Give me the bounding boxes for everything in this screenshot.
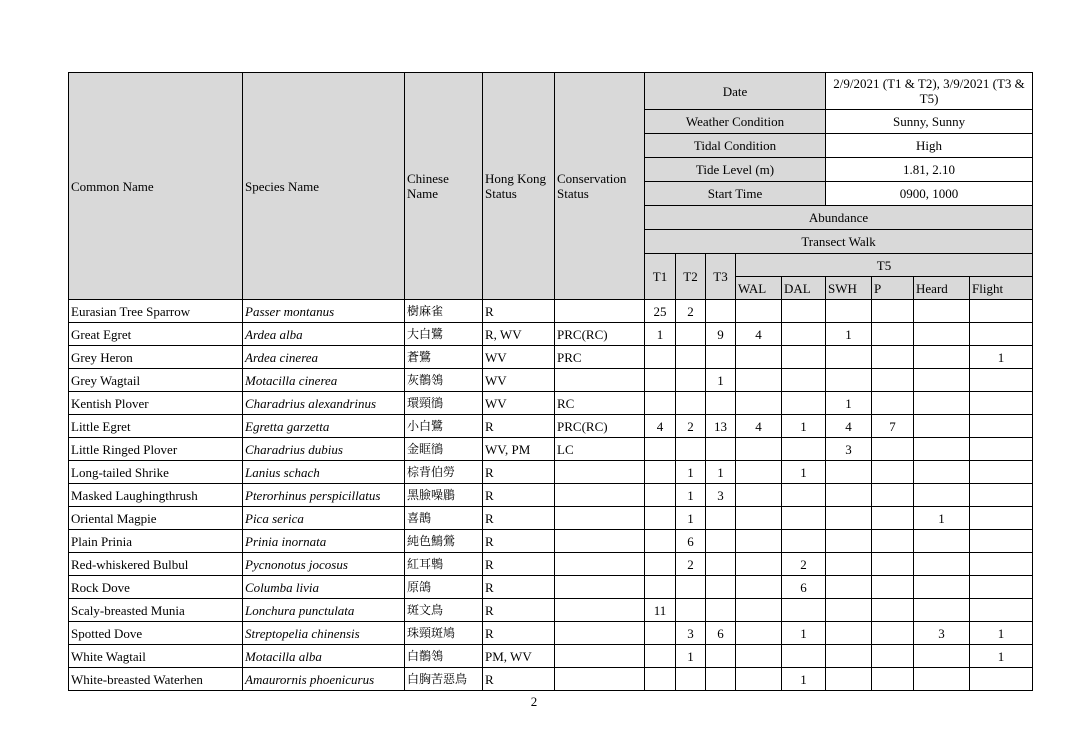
t3-count-cell xyxy=(706,576,736,599)
hk-status-cell: R xyxy=(483,507,555,530)
date-label: Date xyxy=(645,73,826,110)
weather-label: Weather Condition xyxy=(645,110,826,134)
t5-wal-count-cell xyxy=(736,369,782,392)
t1-count-cell xyxy=(645,369,676,392)
t5-swh-count-cell xyxy=(826,346,872,369)
conservation-status-cell xyxy=(555,507,645,530)
t5-flight-count-cell xyxy=(970,415,1033,438)
common-name-cell: Long-tailed Shrike xyxy=(69,461,243,484)
t1-count-cell xyxy=(645,461,676,484)
table-row xyxy=(69,553,1033,576)
conservation-status-cell xyxy=(555,599,645,622)
chinese-name-cell: 原鴿 xyxy=(405,576,483,599)
table-row xyxy=(69,484,1033,507)
t5-swh-count-cell xyxy=(826,507,872,530)
hk-status-cell: R xyxy=(483,461,555,484)
hk-status-cell: R, WV xyxy=(483,323,555,346)
common-name-cell: Little Egret xyxy=(69,415,243,438)
t5-heard-count-cell xyxy=(914,553,970,576)
t5-p-count-cell xyxy=(872,645,914,668)
t5-p-count-cell: 7 xyxy=(872,415,914,438)
hk-status-cell: PM, WV xyxy=(483,645,555,668)
t5-wal-count-cell xyxy=(736,484,782,507)
t2-count-cell: 1 xyxy=(676,461,706,484)
t5-dal-count-cell xyxy=(782,484,826,507)
t5-swh-count-cell xyxy=(826,369,872,392)
header-chinese-name: Chinese Name xyxy=(405,73,483,300)
t1-header: T1 xyxy=(645,254,676,300)
t3-count-cell xyxy=(706,668,736,691)
hk-status-cell: WV xyxy=(483,369,555,392)
conservation-status-cell xyxy=(555,645,645,668)
t2-count-cell: 3 xyxy=(676,622,706,645)
t5-flight-count-cell xyxy=(970,461,1033,484)
header-species-name: Species Name xyxy=(243,73,405,300)
conservation-status-cell: LC xyxy=(555,438,645,461)
t5-heard-count-cell: 3 xyxy=(914,622,970,645)
table-row xyxy=(69,369,1033,392)
chinese-name-cell: 棕背伯勞 xyxy=(405,461,483,484)
t5-wal-count-cell xyxy=(736,530,782,553)
t5-dal-count-cell xyxy=(782,392,826,415)
table-row xyxy=(69,507,1033,530)
hk-status-cell: R xyxy=(483,668,555,691)
t5-p-count-cell xyxy=(872,576,914,599)
t5-p-count-cell xyxy=(872,438,914,461)
conservation-status-cell xyxy=(555,461,645,484)
t5-flight-count-cell xyxy=(970,323,1033,346)
table-row xyxy=(69,300,1033,323)
t1-count-cell xyxy=(645,645,676,668)
t1-count-cell: 11 xyxy=(645,599,676,622)
t5-wal-count-cell xyxy=(736,668,782,691)
chinese-name-cell: 蒼鷺 xyxy=(405,346,483,369)
t3-count-cell xyxy=(706,438,736,461)
t5-p-count-cell xyxy=(872,323,914,346)
abundance-label: Abundance xyxy=(645,206,1033,230)
chinese-name-cell: 喜鵲 xyxy=(405,507,483,530)
t5-flight-count-cell xyxy=(970,300,1033,323)
hk-status-cell: R xyxy=(483,553,555,576)
t1-count-cell xyxy=(645,530,676,553)
t5-p-count-cell xyxy=(872,392,914,415)
t5-heard-count-cell xyxy=(914,645,970,668)
t5-heard-count-cell xyxy=(914,323,970,346)
t5-swh-count-cell xyxy=(826,484,872,507)
tidal-value: High xyxy=(826,134,1033,158)
t5-heard-count-cell: 1 xyxy=(914,507,970,530)
t5-heard-count-cell xyxy=(914,484,970,507)
t5-swh-count-cell: 4 xyxy=(826,415,872,438)
t3-count-cell: 9 xyxy=(706,323,736,346)
chinese-name-cell: 灰鶺鴒 xyxy=(405,369,483,392)
species-name-cell: Charadrius alexandrinus xyxy=(243,392,405,415)
t5-heard-count-cell xyxy=(914,576,970,599)
conservation-status-cell xyxy=(555,576,645,599)
species-name-cell: Motacilla alba xyxy=(243,645,405,668)
t3-count-cell: 13 xyxy=(706,415,736,438)
t1-count-cell xyxy=(645,484,676,507)
table-row xyxy=(69,599,1033,622)
t5-dal-count-cell: 2 xyxy=(782,553,826,576)
t5-heard-count-cell xyxy=(914,346,970,369)
page-number: 2 xyxy=(530,694,538,709)
conservation-status-cell xyxy=(555,553,645,576)
chinese-name-cell: 白胸苦惡鳥 xyxy=(405,668,483,691)
t2-count-cell xyxy=(676,392,706,415)
t5-wal-count-cell xyxy=(736,645,782,668)
chinese-name-cell: 小白鷺 xyxy=(405,415,483,438)
transect-walk-label: Transect Walk xyxy=(645,230,1033,254)
t5-heard-count-cell xyxy=(914,530,970,553)
t5-dal-count-cell xyxy=(782,346,826,369)
t5-header: T5 xyxy=(736,254,1033,277)
t5-dal-count-cell xyxy=(782,530,826,553)
t5-wal-count-cell xyxy=(736,576,782,599)
table-row xyxy=(69,415,1033,438)
chinese-name-cell: 純色鷦鶯 xyxy=(405,530,483,553)
common-name-cell: White-breasted Waterhen xyxy=(69,668,243,691)
chinese-name-cell: 樹麻雀 xyxy=(405,300,483,323)
t5-p-count-cell xyxy=(872,599,914,622)
t3-header: T3 xyxy=(706,254,736,300)
species-name-cell: Charadrius dubius xyxy=(243,438,405,461)
t5-p-count-cell xyxy=(872,300,914,323)
t5-dal-count-cell: 1 xyxy=(782,461,826,484)
common-name-cell: Spotted Dove xyxy=(69,622,243,645)
t5-wal-count-cell xyxy=(736,461,782,484)
species-name-cell: Streptopelia chinensis xyxy=(243,622,405,645)
t5-wal-count-cell xyxy=(736,507,782,530)
conservation-status-cell: PRC xyxy=(555,346,645,369)
t2-count-cell: 2 xyxy=(676,553,706,576)
common-name-cell: Masked Laughingthrush xyxy=(69,484,243,507)
t5-dal-count-cell: 1 xyxy=(782,622,826,645)
common-name-cell: Grey Wagtail xyxy=(69,369,243,392)
table-row xyxy=(69,645,1033,668)
start-time-label: Start Time xyxy=(645,182,826,206)
t3-count-cell: 3 xyxy=(706,484,736,507)
hk-status-cell: WV, PM xyxy=(483,438,555,461)
table-row xyxy=(69,668,1033,691)
conservation-status-cell: RC xyxy=(555,392,645,415)
t5-swh-count-cell xyxy=(826,461,872,484)
t5-heard-count-cell xyxy=(914,300,970,323)
conservation-status-cell xyxy=(555,622,645,645)
t2-count-cell: 1 xyxy=(676,645,706,668)
conservation-status-cell: PRC(RC) xyxy=(555,323,645,346)
t3-count-cell: 1 xyxy=(706,461,736,484)
t2-count-cell xyxy=(676,323,706,346)
table-row xyxy=(69,392,1033,415)
t5-flight-count-cell xyxy=(970,553,1033,576)
survey-body xyxy=(69,300,1033,691)
t3-count-cell: 1 xyxy=(706,369,736,392)
t5-heard-count-cell xyxy=(914,668,970,691)
t5-heard-header: Heard xyxy=(914,277,970,300)
tide-level-value: 1.81, 2.10 xyxy=(826,158,1033,182)
t5-swh-count-cell xyxy=(826,576,872,599)
common-name-cell: Oriental Magpie xyxy=(69,507,243,530)
t1-count-cell xyxy=(645,668,676,691)
t5-p-count-cell xyxy=(872,507,914,530)
t5-wal-count-cell xyxy=(736,346,782,369)
common-name-cell: Eurasian Tree Sparrow xyxy=(69,300,243,323)
conservation-status-cell xyxy=(555,369,645,392)
conservation-status-cell xyxy=(555,484,645,507)
common-name-cell: Little Ringed Plover xyxy=(69,438,243,461)
hk-status-cell: R xyxy=(483,300,555,323)
t5-heard-count-cell xyxy=(914,599,970,622)
t2-count-cell xyxy=(676,599,706,622)
chinese-name-cell: 珠頸斑鳩 xyxy=(405,622,483,645)
t5-swh-count-cell: 1 xyxy=(826,392,872,415)
t1-count-cell: 25 xyxy=(645,300,676,323)
common-name-cell: Scaly-breasted Munia xyxy=(69,599,243,622)
t3-count-cell xyxy=(706,507,736,530)
t5-flight-header: Flight xyxy=(970,277,1033,300)
species-name-cell: Lanius schach xyxy=(243,461,405,484)
t5-flight-count-cell: 1 xyxy=(970,622,1033,645)
header-common-name: Common Name xyxy=(69,73,243,300)
hk-status-cell: R xyxy=(483,415,555,438)
t5-dal-count-cell xyxy=(782,599,826,622)
common-name-cell: Kentish Plover xyxy=(69,392,243,415)
species-name-cell: Pica serica xyxy=(243,507,405,530)
t5-flight-count-cell xyxy=(970,507,1033,530)
t5-wal-count-cell xyxy=(736,438,782,461)
hk-status-cell: WV xyxy=(483,392,555,415)
t1-count-cell xyxy=(645,622,676,645)
t5-wal-count-cell xyxy=(736,622,782,645)
t3-count-cell: 6 xyxy=(706,622,736,645)
species-name-cell: Columba livia xyxy=(243,576,405,599)
t5-flight-count-cell xyxy=(970,576,1033,599)
t2-count-cell: 1 xyxy=(676,507,706,530)
table-row xyxy=(69,323,1033,346)
t5-wal-count-cell xyxy=(736,300,782,323)
table-row xyxy=(69,622,1033,645)
hk-status-cell: R xyxy=(483,622,555,645)
species-name-cell: Amaurornis phoenicurus xyxy=(243,668,405,691)
t2-count-cell: 6 xyxy=(676,530,706,553)
common-name-cell: Great Egret xyxy=(69,323,243,346)
t5-swh-count-cell xyxy=(826,622,872,645)
chinese-name-cell: 金眶鴴 xyxy=(405,438,483,461)
table-row xyxy=(69,530,1033,553)
t5-flight-count-cell xyxy=(970,392,1033,415)
t2-count-cell xyxy=(676,369,706,392)
header-hk-status: Hong Kong Status xyxy=(483,73,555,300)
t5-p-count-cell xyxy=(872,668,914,691)
t5-p-count-cell xyxy=(872,622,914,645)
t5-dal-count-cell xyxy=(782,438,826,461)
conservation-status-cell xyxy=(555,530,645,553)
t5-heard-count-cell xyxy=(914,438,970,461)
t5-swh-count-cell: 1 xyxy=(826,323,872,346)
table-row xyxy=(69,438,1033,461)
t5-wal-header: WAL xyxy=(736,277,782,300)
t5-swh-count-cell xyxy=(826,530,872,553)
t3-count-cell xyxy=(706,553,736,576)
t5-flight-count-cell: 1 xyxy=(970,346,1033,369)
t5-swh-count-cell xyxy=(826,300,872,323)
t1-count-cell xyxy=(645,346,676,369)
t5-dal-count-cell: 6 xyxy=(782,576,826,599)
t5-dal-count-cell: 1 xyxy=(782,668,826,691)
t1-count-cell xyxy=(645,553,676,576)
hk-status-cell: R xyxy=(483,484,555,507)
t5-swh-count-cell xyxy=(826,599,872,622)
t1-count-cell xyxy=(645,438,676,461)
species-name-cell: Egretta garzetta xyxy=(243,415,405,438)
conservation-status-cell xyxy=(555,668,645,691)
chinese-name-cell: 黑臉噪鶥 xyxy=(405,484,483,507)
t2-count-cell xyxy=(676,438,706,461)
t5-flight-count-cell xyxy=(970,530,1033,553)
header-conservation-status: Conservation Status xyxy=(555,73,645,300)
t2-count-cell xyxy=(676,668,706,691)
weather-value: Sunny, Sunny xyxy=(826,110,1033,134)
t5-p-count-cell xyxy=(872,484,914,507)
t3-count-cell xyxy=(706,645,736,668)
common-name-cell: Grey Heron xyxy=(69,346,243,369)
t5-flight-count-cell xyxy=(970,438,1033,461)
t5-dal-count-cell xyxy=(782,369,826,392)
t5-dal-count-cell xyxy=(782,507,826,530)
common-name-cell: Red-whiskered Bulbul xyxy=(69,553,243,576)
t5-heard-count-cell xyxy=(914,369,970,392)
t2-count-cell xyxy=(676,576,706,599)
species-name-cell: Pterorhinus perspicillatus xyxy=(243,484,405,507)
chinese-name-cell: 白鶺鴒 xyxy=(405,645,483,668)
table-row xyxy=(69,461,1033,484)
t1-count-cell xyxy=(645,507,676,530)
species-name-cell: Ardea alba xyxy=(243,323,405,346)
species-name-cell: Pycnonotus jocosus xyxy=(243,553,405,576)
common-name-cell: White Wagtail xyxy=(69,645,243,668)
t5-p-header: P xyxy=(872,277,914,300)
t5-flight-count-cell xyxy=(970,599,1033,622)
hk-status-cell: WV xyxy=(483,346,555,369)
common-name-cell: Plain Prinia xyxy=(69,530,243,553)
t1-count-cell: 4 xyxy=(645,415,676,438)
species-name-cell: Passer montanus xyxy=(243,300,405,323)
hk-status-cell: R xyxy=(483,599,555,622)
t1-count-cell xyxy=(645,392,676,415)
t5-dal-count-cell: 1 xyxy=(782,415,826,438)
t1-count-cell: 1 xyxy=(645,323,676,346)
chinese-name-cell: 環頸鴴 xyxy=(405,392,483,415)
t5-dal-count-cell xyxy=(782,323,826,346)
hk-status-cell: R xyxy=(483,530,555,553)
conservation-status-cell: PRC(RC) xyxy=(555,415,645,438)
species-name-cell: Prinia inornata xyxy=(243,530,405,553)
t5-wal-count-cell xyxy=(736,553,782,576)
t5-p-count-cell xyxy=(872,369,914,392)
t3-count-cell xyxy=(706,392,736,415)
t2-count-cell xyxy=(676,346,706,369)
t5-flight-count-cell xyxy=(970,668,1033,691)
t5-wal-count-cell: 4 xyxy=(736,415,782,438)
t5-heard-count-cell xyxy=(914,415,970,438)
t5-p-count-cell xyxy=(872,461,914,484)
t1-count-cell xyxy=(645,576,676,599)
t5-p-count-cell xyxy=(872,553,914,576)
date-value: 2/9/2021 (T1 & T2), 3/9/2021 (T3 & T5) xyxy=(826,73,1033,110)
t5-wal-count-cell: 4 xyxy=(736,323,782,346)
t5-swh-count-cell xyxy=(826,645,872,668)
t5-flight-count-cell xyxy=(970,369,1033,392)
t3-count-cell xyxy=(706,300,736,323)
species-name-cell: Ardea cinerea xyxy=(243,346,405,369)
t5-wal-count-cell xyxy=(736,599,782,622)
t5-swh-header: SWH xyxy=(826,277,872,300)
table-row xyxy=(69,576,1033,599)
t3-count-cell xyxy=(706,530,736,553)
t5-swh-count-cell: 3 xyxy=(826,438,872,461)
common-name-cell: Rock Dove xyxy=(69,576,243,599)
t3-count-cell xyxy=(706,346,736,369)
species-name-cell: Lonchura punctulata xyxy=(243,599,405,622)
tide-level-label: Tide Level (m) xyxy=(645,158,826,182)
t5-dal-header: DAL xyxy=(782,277,826,300)
chinese-name-cell: 大白鷺 xyxy=(405,323,483,346)
t5-dal-count-cell xyxy=(782,645,826,668)
conservation-status-cell xyxy=(555,300,645,323)
t5-swh-count-cell xyxy=(826,668,872,691)
t5-flight-count-cell: 1 xyxy=(970,645,1033,668)
t3-count-cell xyxy=(706,599,736,622)
chinese-name-cell: 紅耳鵯 xyxy=(405,553,483,576)
t2-count-cell: 2 xyxy=(676,415,706,438)
t5-p-count-cell xyxy=(872,530,914,553)
hk-status-cell: R xyxy=(483,576,555,599)
t2-count-cell: 1 xyxy=(676,484,706,507)
t5-wal-count-cell xyxy=(736,392,782,415)
table-row xyxy=(69,346,1033,369)
tidal-label: Tidal Condition xyxy=(645,134,826,158)
t2-count-cell: 2 xyxy=(676,300,706,323)
species-name-cell: Motacilla cinerea xyxy=(243,369,405,392)
bird-survey-table xyxy=(68,72,1033,691)
t5-swh-count-cell xyxy=(826,553,872,576)
start-time-value: 0900, 1000 xyxy=(826,182,1033,206)
t5-heard-count-cell xyxy=(914,461,970,484)
t5-dal-count-cell xyxy=(782,300,826,323)
t2-header: T2 xyxy=(676,254,706,300)
t5-p-count-cell xyxy=(872,346,914,369)
chinese-name-cell: 斑文鳥 xyxy=(405,599,483,622)
t5-flight-count-cell xyxy=(970,484,1033,507)
t5-heard-count-cell xyxy=(914,392,970,415)
